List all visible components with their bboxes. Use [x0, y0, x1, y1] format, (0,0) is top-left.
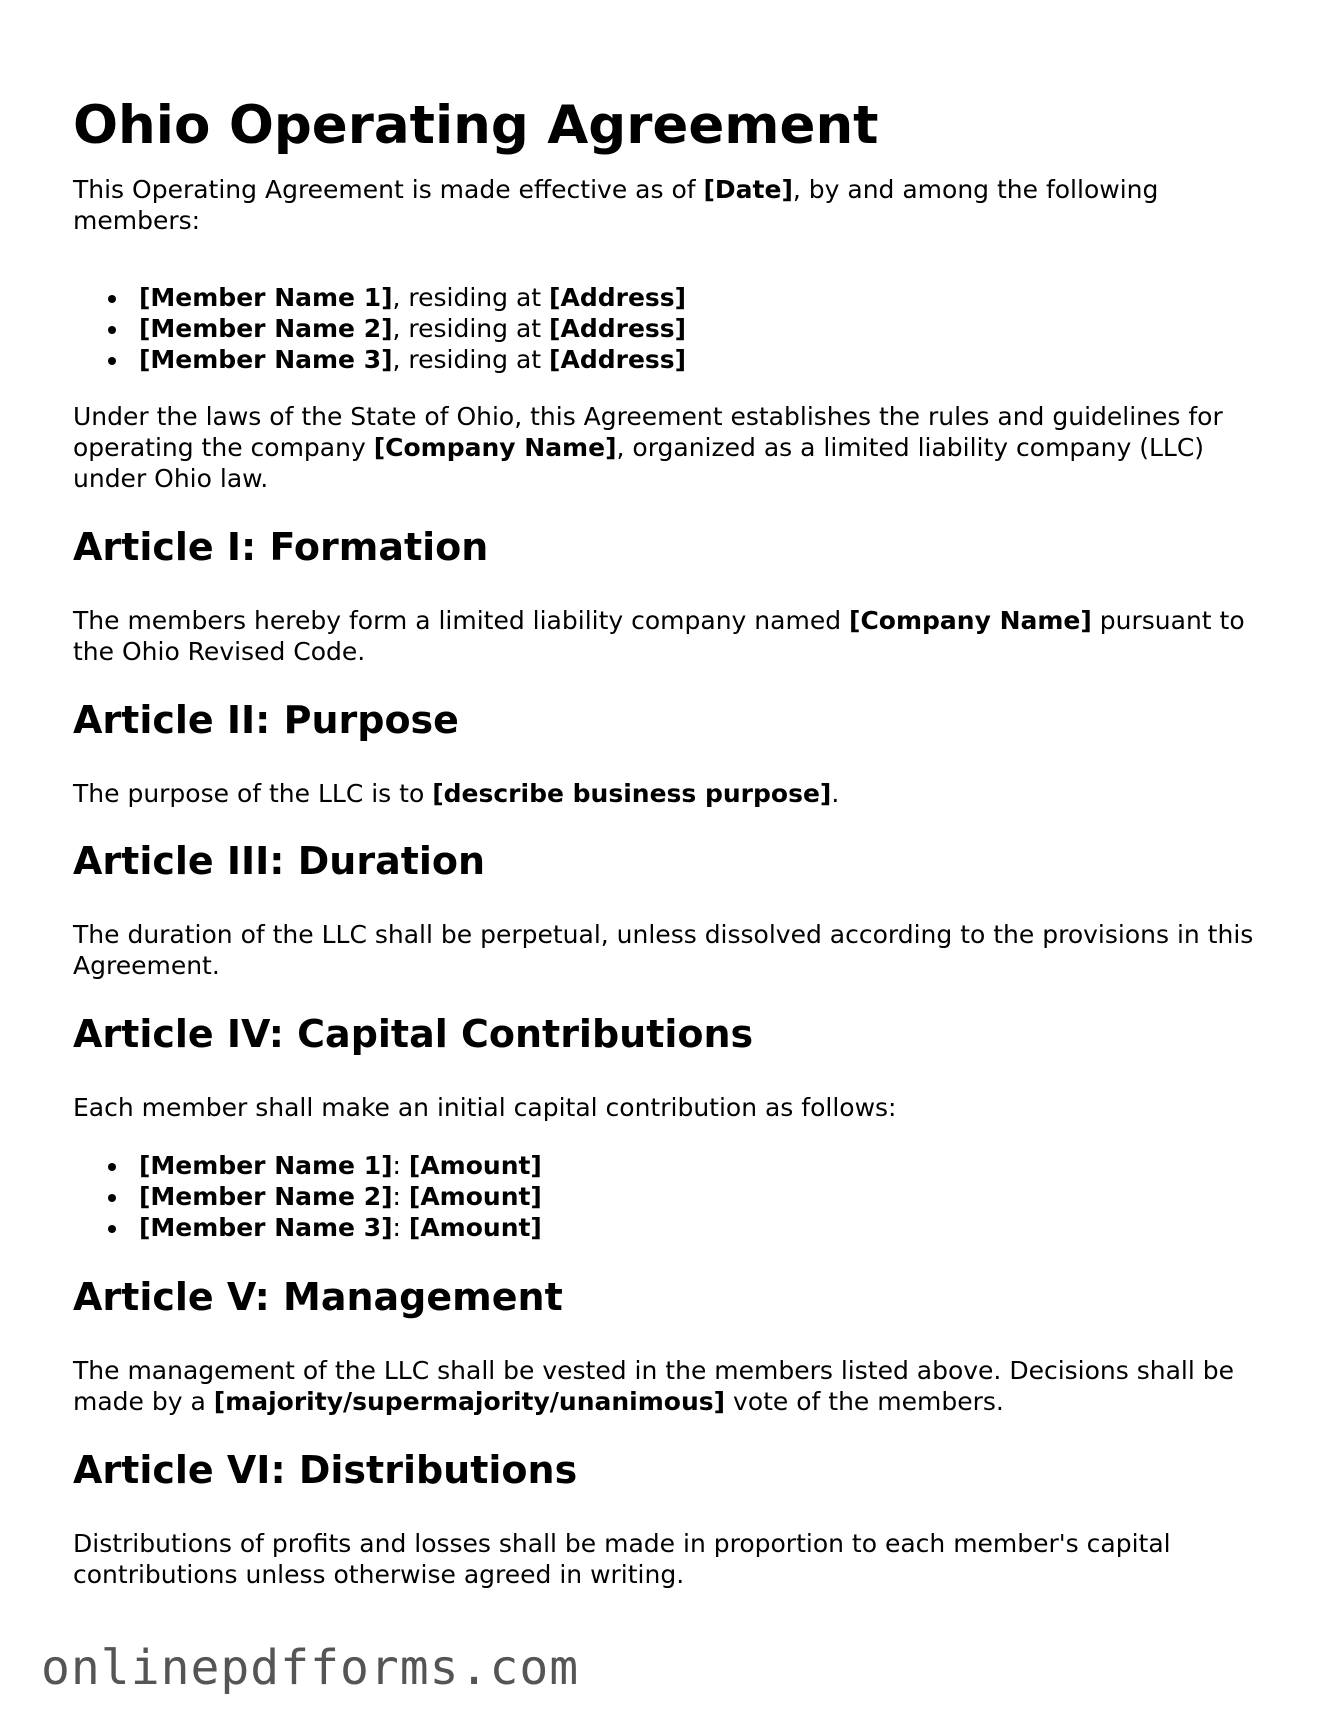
article-duration-text: The duration of the LLC shall be perpetual, unless dissolved according to the provisions in this Agreement.	[73, 920, 1254, 980]
intro-paragraph: This Operating Agreement is made effective as of [Date], by and among the following members:	[73, 175, 1159, 235]
contributions-list	[73, 1150, 542, 1243]
article-capital-heading: Article IV: Capital Contributions	[73, 1012, 754, 1056]
article-distributions-heading: Article VI: Distributions	[73, 1448, 578, 1492]
article-formation-heading: Article I: Formation	[73, 525, 489, 569]
watermark: onlinepdfforms.com	[41, 1640, 580, 1696]
article-management-text: The management of the LLC shall be vested in the members listed above. Decisions shall be made by a [majority/supermajority/unanimous] vote of the members.	[73, 1356, 1235, 1416]
company-name-placeholder: [Company Name]	[373, 433, 617, 462]
list-item: [Member Name 1], residing at [Address]	[139, 283, 687, 312]
article-distributions-text: Distributions of profits and losses shall be made in proportion to each member's capital contributions unless otherwise agreed in writing.	[73, 1529, 1171, 1589]
article-formation-text: The members hereby form a limited liability company named [Company Name] pursuant to the Ohio Revised Code.	[73, 606, 1245, 666]
laws-paragraph: Under the laws of the State of Ohio, this Agreement establishes the rules and guidelines for operating the company [Company Name], organized as a limited liability company (LLC) under Ohio law.	[73, 402, 1223, 493]
article-purpose-heading: Article II: Purpose	[73, 698, 459, 742]
list-item: [Member Name 1]: [Amount]	[139, 1151, 542, 1180]
list-item: [Member Name 3], residing at [Address]	[139, 345, 687, 374]
article-purpose-text: The purpose of the LLC is to [describe business purpose].	[73, 779, 840, 808]
document-title: Ohio Operating Agreement	[73, 95, 879, 156]
list-item: [Member Name 2]: [Amount]	[139, 1182, 542, 1211]
list-item: [Member Name 2], residing at [Address]	[139, 314, 687, 343]
members-list	[73, 282, 686, 375]
article-management-heading: Article V: Management	[73, 1275, 563, 1319]
article-capital-text: Each member shall make an initial capital contribution as follows:	[73, 1093, 897, 1122]
date-placeholder: [Date]	[703, 175, 793, 204]
list-item: [Member Name 3]: [Amount]	[139, 1213, 542, 1242]
article-duration-heading: Article III: Duration	[73, 839, 486, 883]
